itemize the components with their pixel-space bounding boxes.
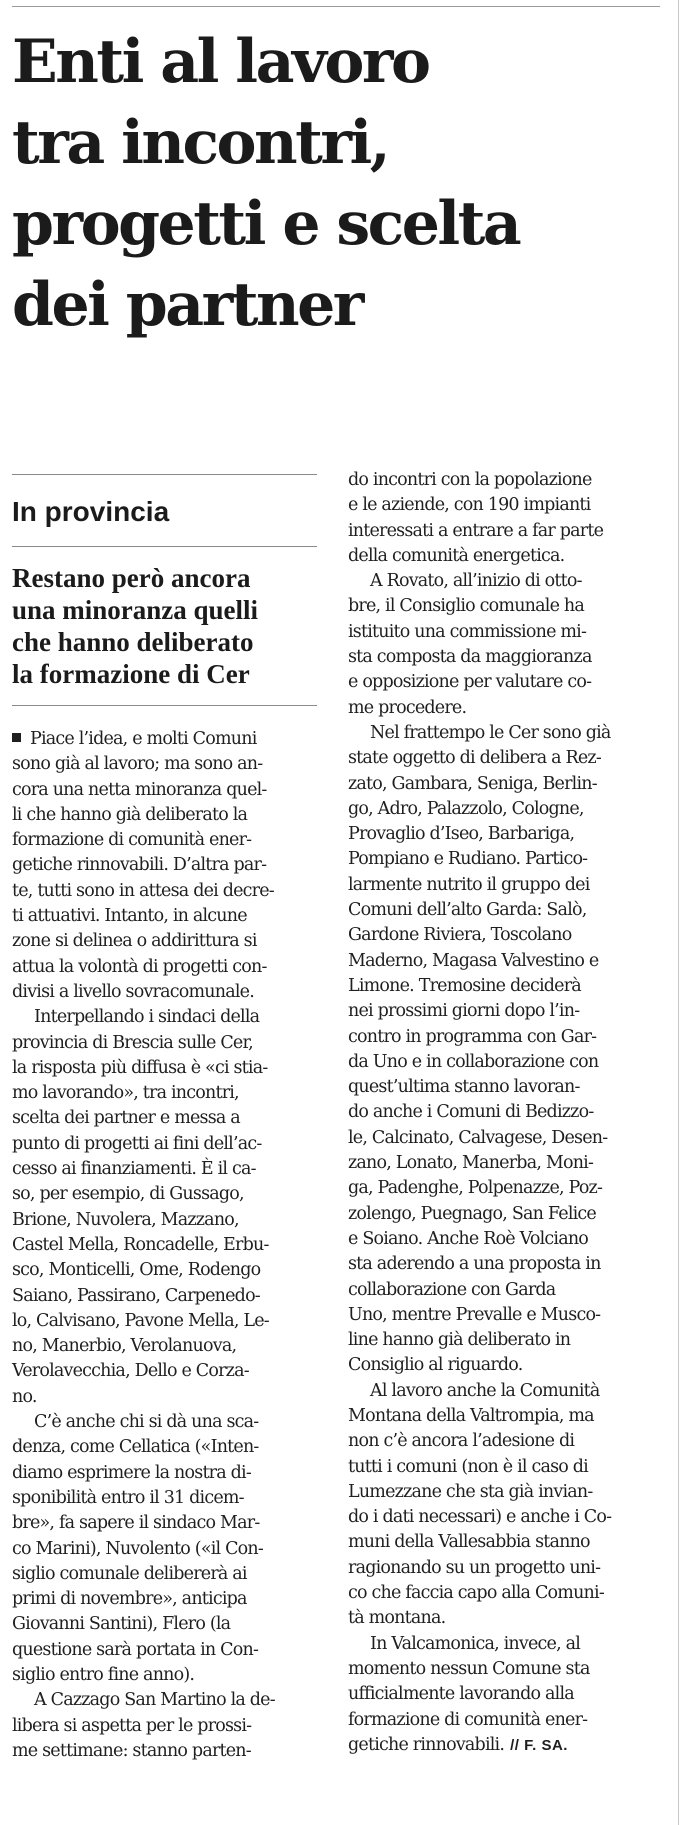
kicker-bottom-rule [12, 546, 317, 547]
paragraph-text: In Valcamonica, invece, al momento nessun Comune sta ufficialmente lavorando alla formazione di comunità ener- getiche rinnovabili. [348, 1633, 590, 1755]
paragraph: do incontri con la popolazione e le aziende, con 190 impianti interessati a entrare a far parte della comunità energetica. [348, 470, 604, 566]
paragraph: Interpellando i sindaci della provincia di Brescia sulle Cer, la risposta più diffusa è «ci stia- mo lavorando», tra incontri, scelta dei partner e messa a punto di progetti ai fini dell’ac- cesso ai finanziamenti. È il ca- so, per esempio, di Gussago, Brione, Nuvolera, Mazzano, Castel Mella, Roncadelle, Erbu- sco, Monticelli, Ome, Rodengo Saiano, Passirano, Carpenedo- lo, Calvisano, Pavone Mella, Le- no, Manerbio, Verolanuova, Verolavecchia, Dello e Corza- no. [12, 1007, 269, 1407]
bullet-square-icon [12, 733, 21, 742]
subhead-bottom-rule [12, 705, 317, 706]
paragraph: Al lavoro anche la Comunità Montana della Valtrompia, ma non c’è ancora l’adesione di tutti i comuni (non è il caso di Lumezzane che sta già invian- do i dati necessari) e anche i Co- muni della Vallesabbia stanno ragionando su un progetto uni- co che faccia capo alla Comuni- tà montana. [348, 1380, 612, 1629]
author-signature: // F. SA. [510, 1736, 568, 1754]
paragraph: Nel frattempo le Cer sono già state oggetto di delibera a Rez- zato, Gambara, Seniga, Berlin- go, Adro, Palazzolo, Cologne, Provaglio d’Iseo, Barbariga, Pompiano e Rudiano. Partico- larmente nutrito il gruppo dei Comuni dell’alto Garda: Salò, Gardone Riviera, Toscolano Maderno, Magasa Valvestino e Limone. Tremosine deciderà nei prossimi giorni dopo l’in- contro in programma con Gar- da Uno e in collaborazione con quest’ultima stanno lavoran- do anche i Comuni di Bedizzo- le, Calcinato, Calvagese, Desen- zano, Lonato, Manerba, Moni- ga, Padenghe, Polpenazze, Poz- zolengo, Puegnago, San Felice e Soiano. Anche Roè Volciano sta aderendo a una proposta in collaborazione con Garda Uno, mentre Prevalle e Musco- line hanno già deliberato in Consiglio al riguardo. [348, 722, 611, 1376]
paragraph-text: Piace l’idea, e molti Comuni sono già al lavoro; ma sono an- cora una netta minoranza quel- li che hanno già deliberato la formazione di comunità ener- getiche rinnovabili. D’altra par- te, tutti sono in attesa dei decre- ti attuativi. Intanto, in alcune zone si delinea o addirittura si attua la volontà di progetti con- divisi a livello sovracomunale. [12, 729, 274, 1002]
paragraph: C’è anche chi si dà una sca- denza, come Cellatica («Inten- diamo esprimere la nostra di- sponibilità entro il 31 dicem- bre», fa sapere il sindaco Mar- co Marini), Nuvolento («il Con- siglio comunale delibererà ai primi di novembre», anticipa Giovanni Santini), Flero (la questione sarà portata in Con- siglio entro fine anno). [12, 1412, 263, 1685]
paragraph: A Cazzago San Martino la de- libera si aspetta per le prossi- me settimane: stanno parten- [12, 1690, 275, 1761]
article-column-left [12, 727, 318, 1764]
article-subhead: Restano però ancora una minoranza quelli che hanno deliberato la formazione di Cer [12, 563, 259, 689]
kicker-top-rule [12, 474, 317, 475]
article-headline: Enti al lavoro tra incontri, progetti e scelta dei partner [12, 27, 520, 340]
top-rule [12, 6, 660, 7]
section-kicker: In provincia [12, 496, 170, 527]
paragraph [12, 727, 318, 1005]
article-column-right [348, 468, 654, 1758]
column-edge-rule [678, 0, 679, 1825]
paragraph: A Rovato, all’inizio di otto- bre, il Consiglio comunale ha istituito una commissione mi- sta composta da maggioranza e opposizione per valutare co- me procedere. [348, 571, 592, 718]
paragraph [348, 1632, 654, 1758]
